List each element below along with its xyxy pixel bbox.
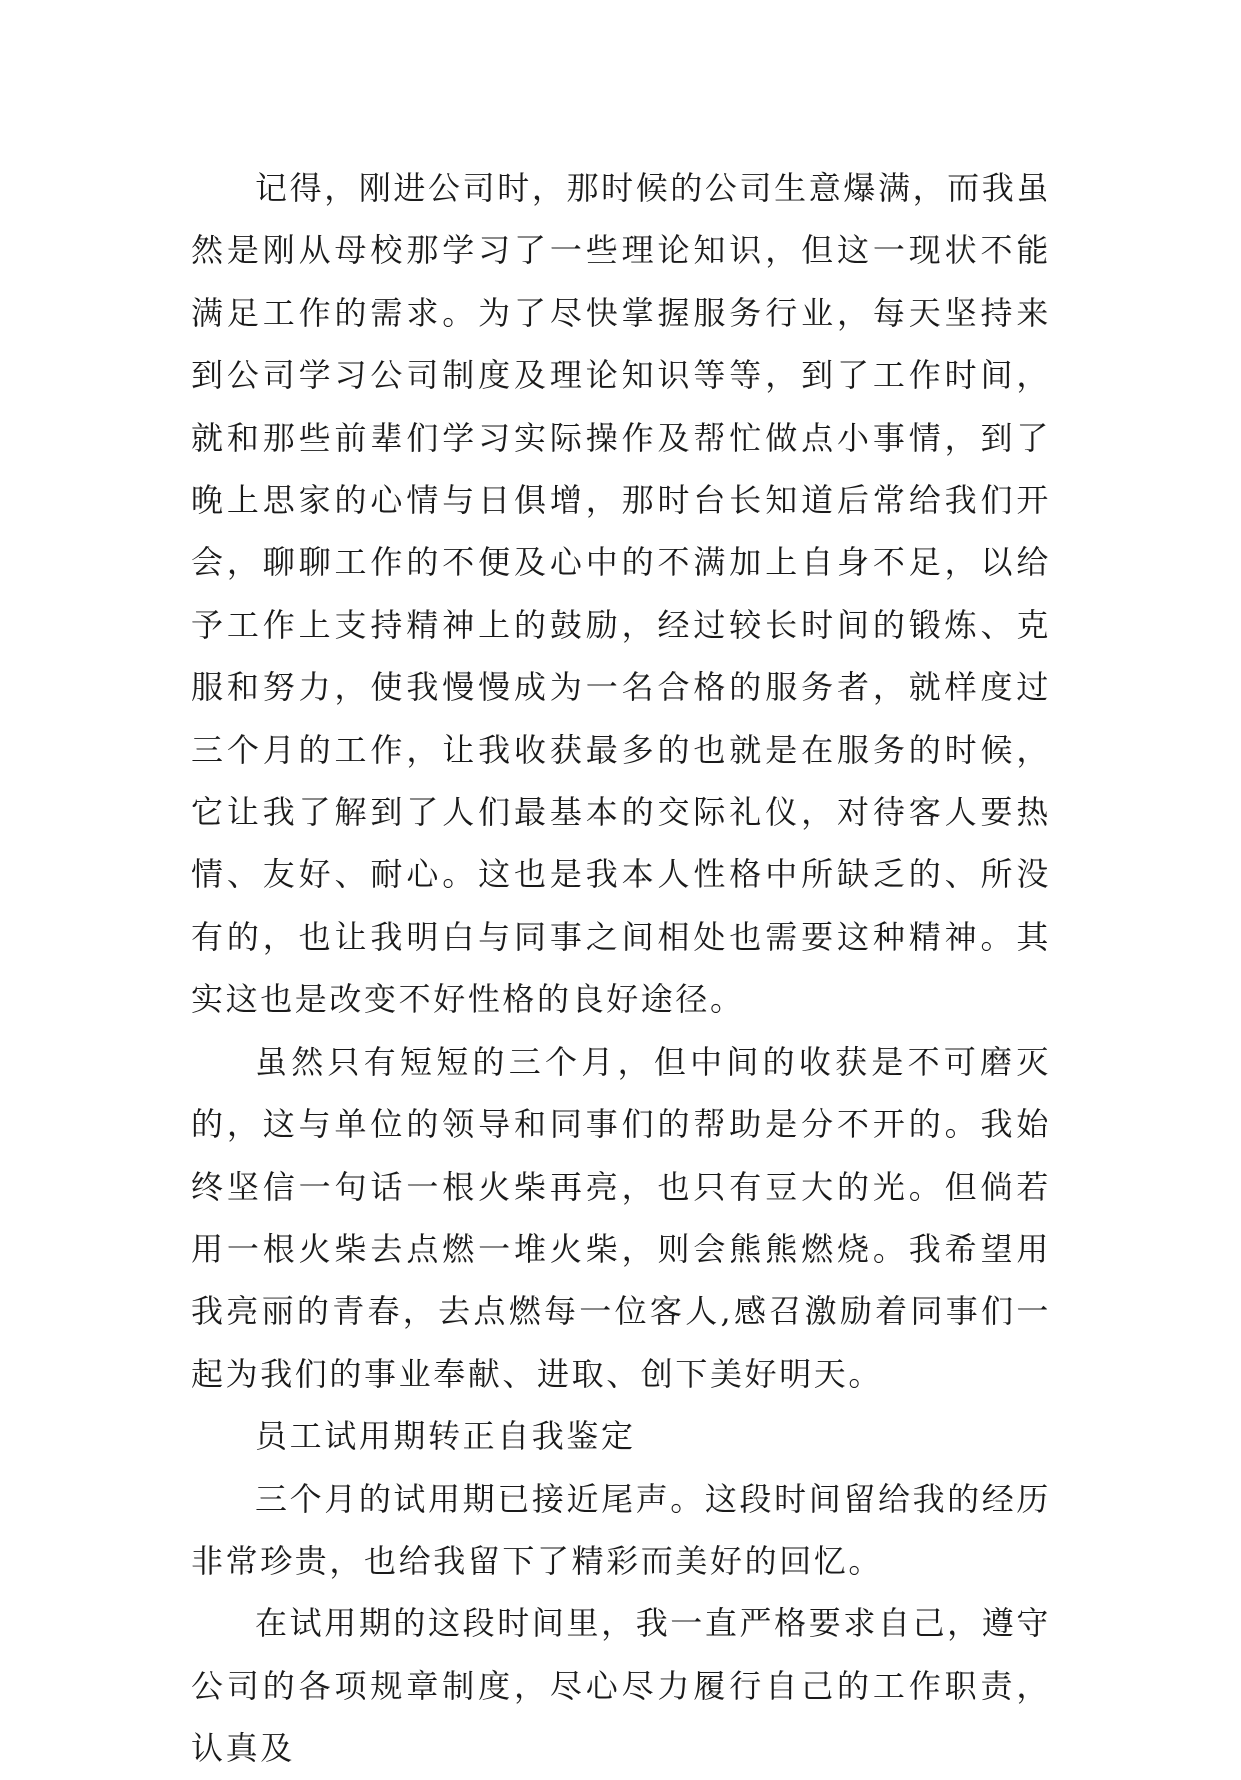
- section-heading: 员工试用期转正自我鉴定: [255, 1417, 636, 1456]
- paragraph-probation-end: 三个月的试用期已接近尾声。这段时间留给我的经历非常珍贵，也给我留下了精彩而美好的回忆。: [191, 1479, 1051, 1580]
- paragraph-experience: 记得，刚进公司时，那时候的公司生意爆满，而我虽然是刚从母校那学习了一些理论知识，但这一现状不能满足工作的需求。为了尽快掌握服务行业，每天坚持来到公司学习公司制度及理论知识等等，到了工作时间，就和那些前辈们学习实际操作及帮忙做点小事情，到了晚上思家的心情与日俱增，那时台长知道后常给我们开会，聊聊工作的不便及心中的不满加上自身不足，以给予工作上支持精神上的鼓励，经过较长时间的锻炼、克服和努力，使我慢慢成为一名合格的服务者，就样度过三个月的工作，让我收获最多的也就是在服务的时候，它让我了解到了人们最基本的交际礼仪，对待客人要热情、友好、耐心。这也是我本人性格中所缺乏的、所没有的，也让我明白与同事之间相处也需要这种精神。其实这也是改变不好性格的良好途径。: [191, 169, 1051, 1019]
- document-body: [191, 157, 1051, 1780]
- paragraph-probation-conduct: 在试用期的这段时间里，我一直严格要求自己，遵守公司的各项规章制度，尽心尽力履行自己的工作职责，认真及: [191, 1604, 1051, 1768]
- paragraph-gains: 虽然只有短短的三个月，但中间的收获是不可磨灭的，这与单位的领导和同事们的帮助是分不开的。我始终坚信一句话一根火柴再亮，也只有豆大的光。但倘若用一根火柴去点燃一堆火柴，则会熊熊燃烧。我希望用我亮丽的青春，去点燃每一位客人,感召激励着同事们一起为我们的事业奉献、进取、创下美好明天。: [191, 1042, 1051, 1393]
